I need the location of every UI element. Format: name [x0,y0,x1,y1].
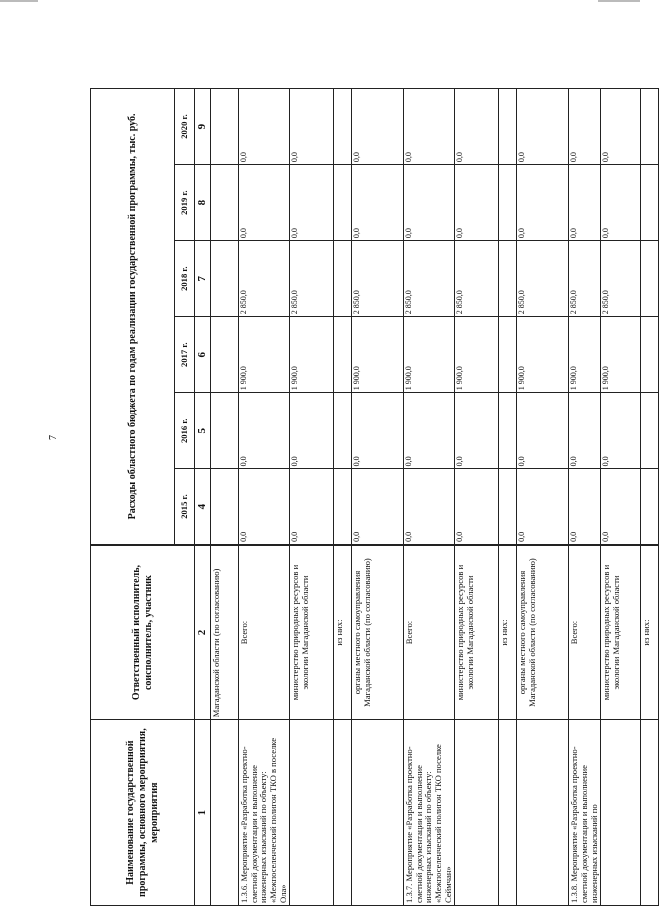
value-cell-2020: 0,0 [569,89,601,165]
measure-name-cell: 1.3.7. Мероприятие «Разработка проектно-сметной документации и выполнение инженерных изысканий по объекту: «Межпоселенческий полигон ТКО поселке Сеймчан» [404,720,455,906]
responsible-cell: министерство природных ресурсов и экологии Магаданской области [601,545,641,720]
value-cell-2017 [641,317,659,393]
value-cell-2018 [334,241,352,317]
value-cell-2018 [499,241,517,317]
value-cell-2017 [499,317,517,393]
value-cell-2020: 0,0 [352,89,404,165]
value-cell-2020: 0,0 [290,89,334,165]
table-row [569,89,601,906]
value-cell-2020: 0,0 [601,89,641,165]
header-year-2018: 2018 г. [175,241,195,317]
value-cell-2018: 2 850,0 [352,241,404,317]
scan-edge-mark-left [0,0,38,2]
header-program-name: Наименование государственной программы, основного мероприятия, мероприятия [91,720,195,906]
header-responsible: Ответственный исполнитель, соисполнитель, участник [91,545,195,720]
table-row [404,89,455,906]
value-cell-2017: 1 900,0 [517,317,569,393]
value-cell-2019: 0,0 [239,165,290,241]
measure-name-cell [455,720,499,906]
table-row [499,89,517,906]
value-cell-2020: 0,0 [404,89,455,165]
value-cell-2019 [641,165,659,241]
value-cell-2018: 2 850,0 [239,241,290,317]
value-cell-2015 [641,469,659,545]
responsible-cell: министерство природных ресурсов и экологии Магаданской области [455,545,499,720]
value-cell-2018: 2 850,0 [569,241,601,317]
header-expenses-title: Расходы областного бюджета по годам реализации государственной программы, тыс. руб. [91,89,175,545]
value-cell-2017: 1 900,0 [455,317,499,393]
value-cell-2019 [499,165,517,241]
table-row [211,89,239,906]
header-year-2020: 2020 г. [175,89,195,165]
value-cell-2015: 0,0 [601,469,641,545]
col-number-2: 2 [195,545,211,720]
value-cell-2015: 0,0 [239,469,290,545]
value-cell-2018: 2 850,0 [455,241,499,317]
responsible-cell: Магаданской области (по согласованию) [211,545,239,720]
value-cell-2019: 0,0 [601,165,641,241]
measure-name-cell [352,720,404,906]
value-cell-2020 [211,89,239,165]
value-cell-2016: 0,0 [352,393,404,469]
col-number-9: 9 [195,89,211,165]
measure-name-cell [334,720,352,906]
measure-name-cell [641,720,659,906]
value-cell-2017: 1 900,0 [569,317,601,393]
value-cell-2017 [211,317,239,393]
value-cell-2019: 0,0 [404,165,455,241]
measure-name-cell [290,720,334,906]
value-cell-2019: 0,0 [352,165,404,241]
measure-name-cell: 1.3.8. Мероприятие «Разработка проектно-сметной документации и выполнение инженерных изысканий по [569,720,601,906]
value-cell-2015: 0,0 [569,469,601,545]
col-number-7: 7 [195,241,211,317]
value-cell-2019 [334,165,352,241]
value-cell-2017: 1 900,0 [404,317,455,393]
budget-table [90,88,659,906]
value-cell-2016 [499,393,517,469]
table-row [517,89,569,906]
value-cell-2019: 0,0 [517,165,569,241]
responsible-cell: из них: [334,545,352,720]
value-cell-2016: 0,0 [601,393,641,469]
value-cell-2015: 0,0 [517,469,569,545]
value-cell-2020 [641,89,659,165]
col-number-4: 4 [195,469,211,545]
value-cell-2019: 0,0 [455,165,499,241]
measure-name-cell [211,720,239,906]
responsible-cell: министерство природных ресурсов и экологии Магаданской области [290,545,334,720]
value-cell-2016: 0,0 [569,393,601,469]
value-cell-2016 [641,393,659,469]
table-row [641,89,659,906]
value-cell-2020 [334,89,352,165]
header-year-2016: 2016 г. [175,393,195,469]
measure-name-cell [601,720,641,906]
header-year-2019: 2019 г. [175,165,195,241]
value-cell-2017 [334,317,352,393]
value-cell-2018: 2 850,0 [290,241,334,317]
value-cell-2018: 2 850,0 [404,241,455,317]
value-cell-2015 [499,469,517,545]
value-cell-2018 [211,241,239,317]
value-cell-2020 [499,89,517,165]
value-cell-2018 [641,241,659,317]
value-cell-2018: 2 850,0 [517,241,569,317]
col-number-8: 8 [195,165,211,241]
value-cell-2016: 0,0 [455,393,499,469]
value-cell-2017: 1 900,0 [239,317,290,393]
col-number-6: 6 [195,317,211,393]
responsible-cell: Всего: [569,545,601,720]
value-cell-2017: 1 900,0 [601,317,641,393]
value-cell-2015 [334,469,352,545]
value-cell-2017: 1 900,0 [352,317,404,393]
value-cell-2015: 0,0 [352,469,404,545]
responsible-cell: органы местного самоуправления Магаданской области (по согласованию) [352,545,404,720]
scan-edge-mark-right [598,0,640,2]
value-cell-2020: 0,0 [455,89,499,165]
responsible-cell: Всего: [239,545,290,720]
page-number: 7 [48,435,59,440]
table-row [334,89,352,906]
value-cell-2015: 0,0 [404,469,455,545]
value-cell-2016: 0,0 [290,393,334,469]
value-cell-2020: 0,0 [517,89,569,165]
table-body [211,89,659,906]
table-row [239,89,290,906]
measure-name-cell [499,720,517,906]
value-cell-2016: 0,0 [239,393,290,469]
table-row [352,89,404,906]
header-year-2017: 2017 г. [175,317,195,393]
value-cell-2019: 0,0 [290,165,334,241]
value-cell-2017: 1 900,0 [290,317,334,393]
responsible-cell: из них: [499,545,517,720]
table-row [601,89,641,906]
header-year-2015: 2015 г. [175,469,195,545]
value-cell-2015: 0,0 [455,469,499,545]
value-cell-2020: 0,0 [239,89,290,165]
value-cell-2016: 0,0 [404,393,455,469]
measure-name-cell: 1.3.6. Мероприятие «Разработка проектно-сметной документации и выполнение инженерных изысканий по объекту: «Межпоселенческий полигон ТКО в поселке Ола» [239,720,290,906]
table-row [290,89,334,906]
table-row [455,89,499,906]
value-cell-2016 [334,393,352,469]
responsible-cell: Всего: [404,545,455,720]
measure-name-cell [517,720,569,906]
rotated-table-container [90,88,652,906]
col-number-1: 1 [195,720,211,906]
value-cell-2015 [211,469,239,545]
value-cell-2018: 2 850,0 [601,241,641,317]
col-number-5: 5 [195,393,211,469]
value-cell-2015: 0,0 [290,469,334,545]
value-cell-2016 [211,393,239,469]
responsible-cell: органы местного самоуправления Магаданской области (по согласованию) [517,545,569,720]
value-cell-2019: 0,0 [569,165,601,241]
responsible-cell: из них: [641,545,659,720]
value-cell-2019 [211,165,239,241]
value-cell-2016: 0,0 [517,393,569,469]
